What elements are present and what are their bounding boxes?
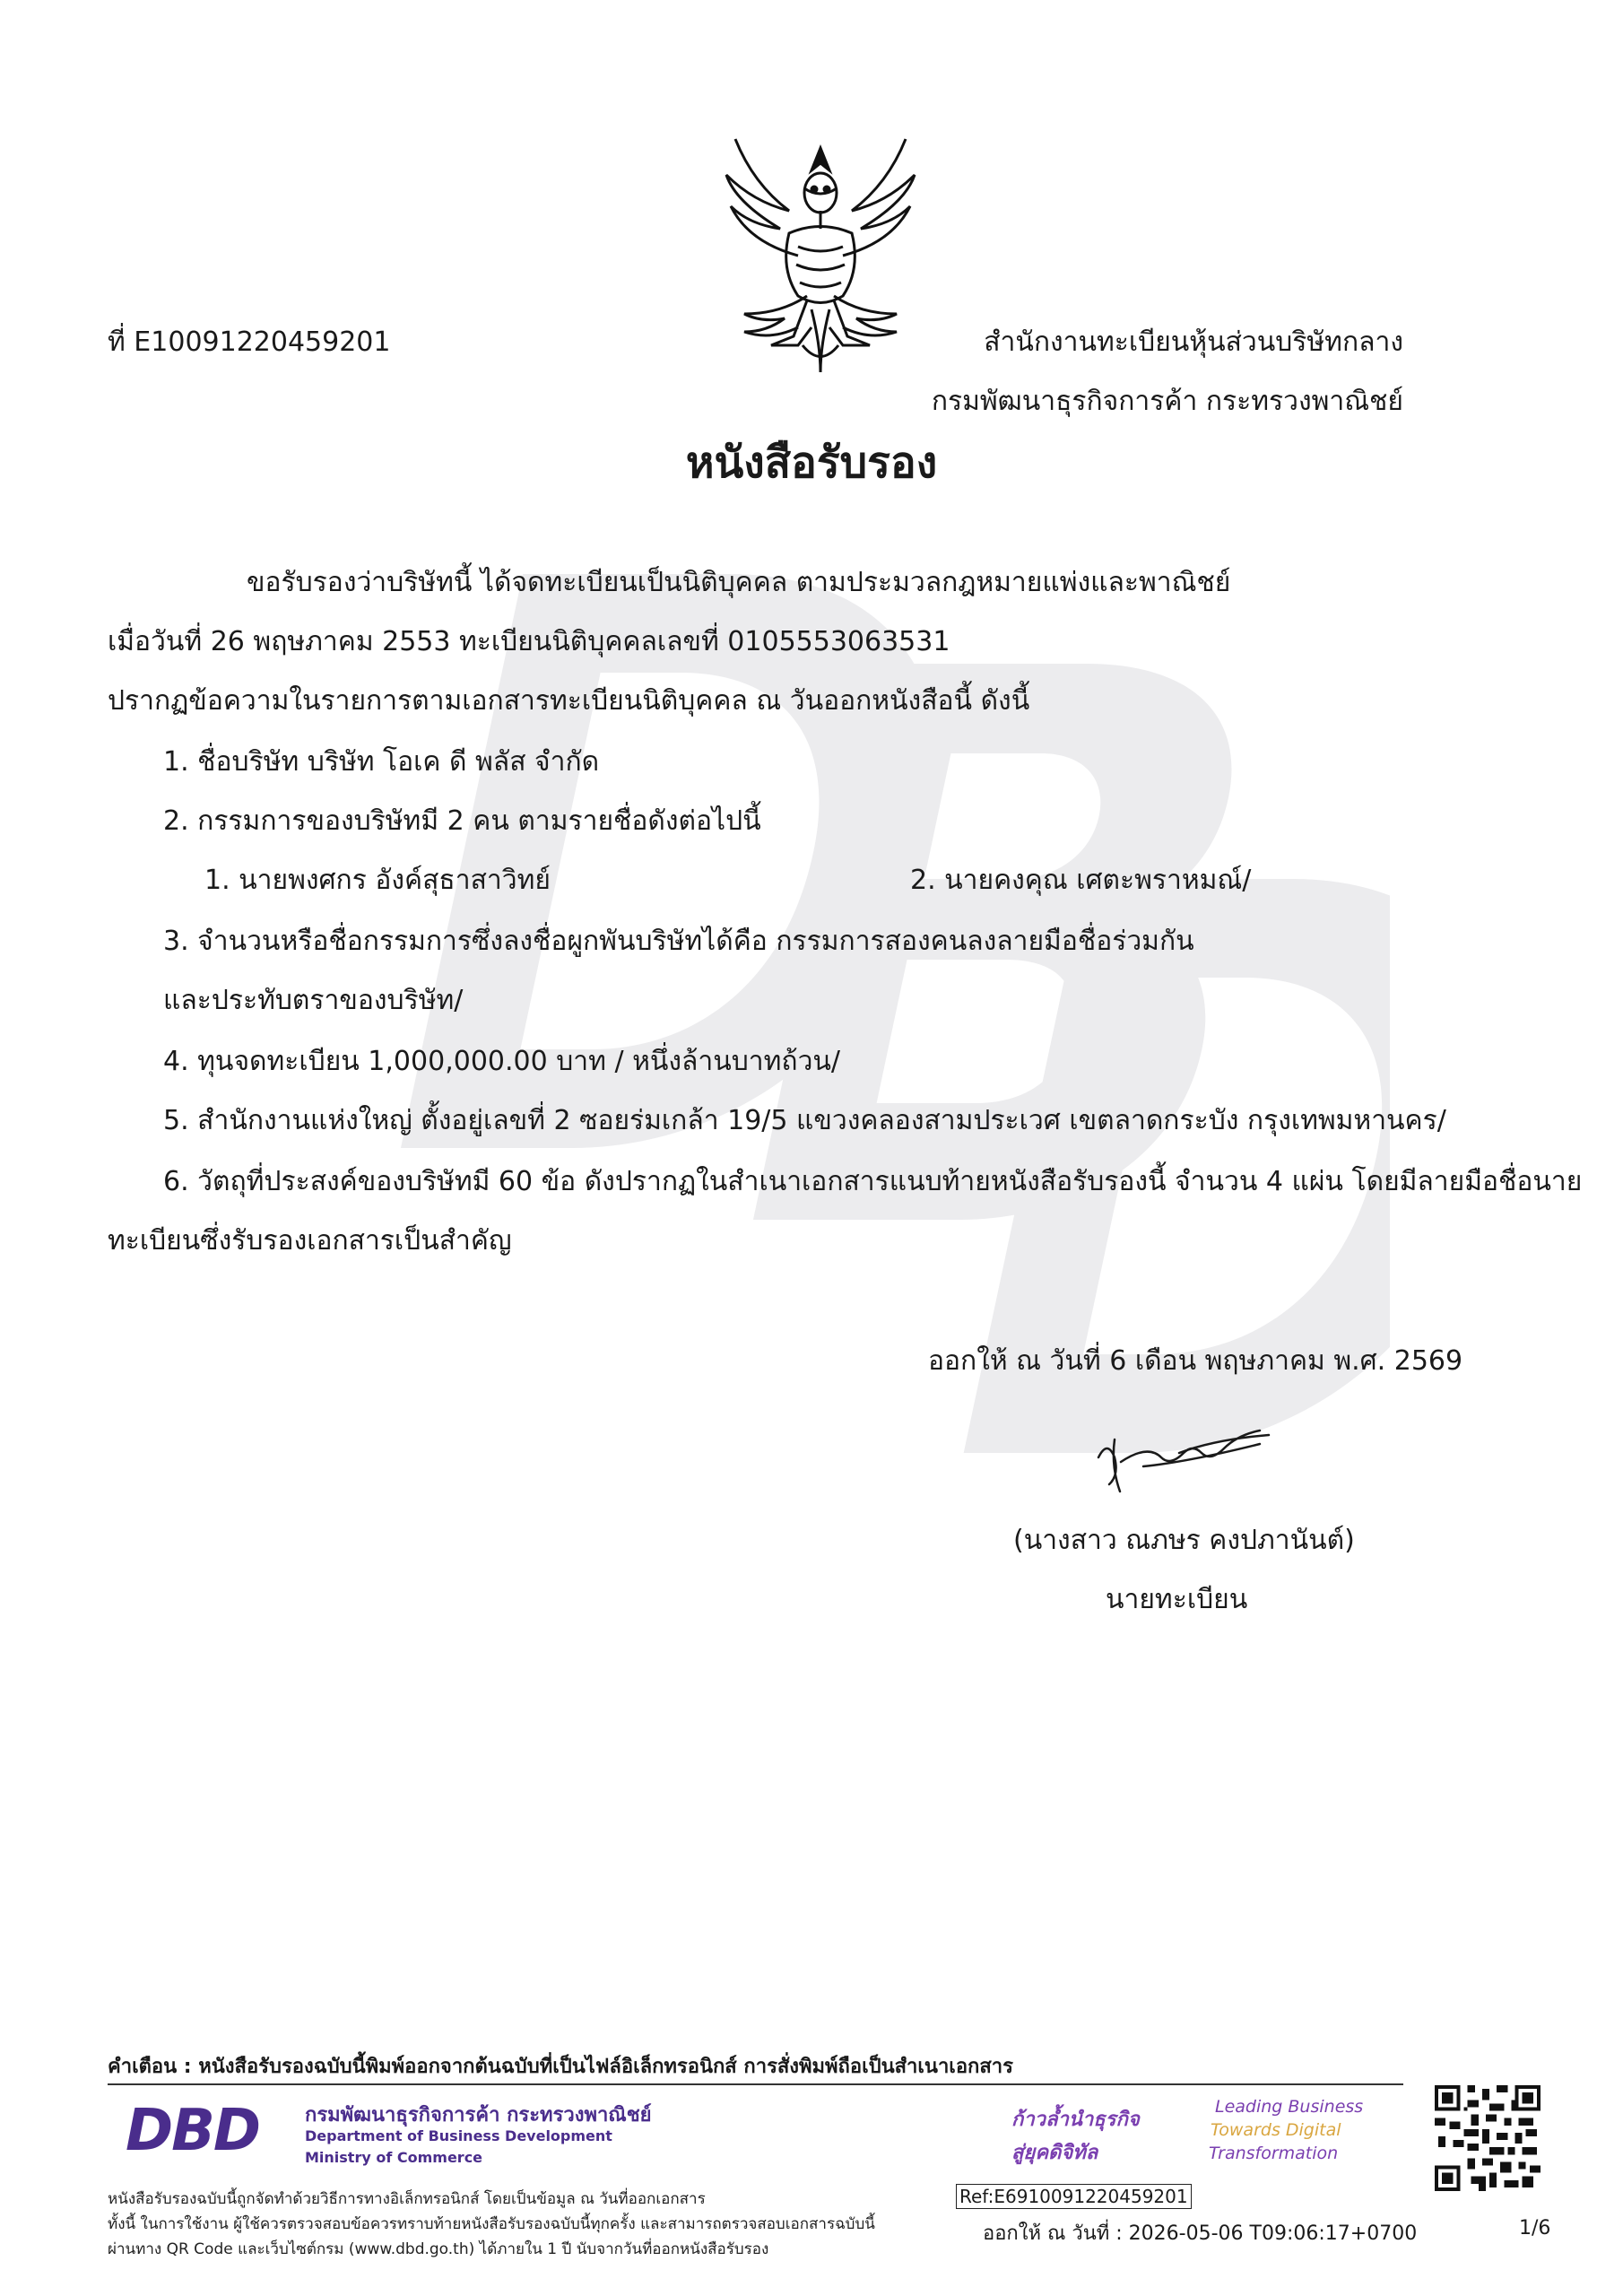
item-signing-authority-cont: และประทับตราของบริษัท/ (163, 985, 464, 1016)
director-1: 1. นายพงศกร อังค์สุธาสาวิทย์ (204, 865, 551, 896)
page-number: 1/6 (1519, 2217, 1551, 2239)
slogan-en-line3: Transformation (1209, 2144, 1339, 2163)
director-2: 2. นายคงคุณ เศตะพราหมณ์/ (910, 865, 1252, 896)
garuda-emblem (717, 130, 924, 386)
registrar-signature (1089, 1422, 1278, 1502)
item-objectives-cont: ทะเบียนซึ่งรับรองเอกสารเป็นสำคัญ (108, 1225, 512, 1257)
slogan-th-line2: สู่ยุคดิจิทัล (1011, 2142, 1098, 2164)
item-signing-authority: 3. จำนวนหรือชื่อกรรมการซึ่งลงชื่อผูกพันบริษัทได้คือ กรรมการสองคนลงลายมือชื่อร่วมกัน (163, 926, 1194, 957)
intro-line-2: เมื่อวันที่ 26 พฤษภาคม 2553 ทะเบียนนิติบุคคลเลขที่ 0105553063531 (108, 626, 950, 657)
slogan-en-line2: Towards Digital (1211, 2120, 1341, 2140)
ministry-name-en: Ministry of Commerce (305, 2149, 483, 2166)
footer-note-line3: ผ่านทาง QR Code และเว็บไซต์กรม (www.dbd.go.th) ได้ภายใน 1 ปี นับจากวันที่ออกหนังสือรับรอง (108, 2240, 769, 2258)
item-directors: 2. กรรมการของบริษัทมี 2 คน ตามรายชื่อดังต่อไปนี้ (163, 805, 761, 837)
item-registered-capital: 4. ทุนจดทะเบียน 1,000,000.00 บาท / หนึ่งล้านบาทถ้วน/ (163, 1046, 841, 1077)
intro-line-3: ปรากฏข้อความในรายการตามเอกสารทะเบียนนิติบุคคล ณ วันออกหนังสือนี้ ดังนี้ (108, 685, 1030, 717)
dbd-logo (126, 2099, 291, 2163)
warning-notice: คำเตือน : หนังสือรับรองฉบับนี้พิมพ์ออกจากต้นฉบับที่เป็นไฟล์อิเล็กทรอนิกส์ การสั่งพิมพ์ถือเป็นสำเนาเอกสาร (108, 2056, 1013, 2078)
dbd-logo-text: DBD (126, 2098, 260, 2164)
page-title: หนังสือรับรอง (685, 438, 938, 488)
office-name: สำนักงานทะเบียนหุ้นส่วนบริษัทกลาง (984, 326, 1403, 358)
item-objectives: 6. วัตถุที่ประสงค์ของบริษัทมี 60 ข้อ ดังปรากฏในสำเนาเอกสารแนบท้ายหนังสือรับรองนี้ จำนวน 4 แผ่น โดยมีลายมือชื่อนาย (163, 1166, 1583, 1197)
footer-note-line2: ทั้งนี้ ในการใช้งาน ผู้ใช้ควรตรวจสอบข้อควรทราบท้ายหนังสือรับรองฉบับนี้ทุกครั้ง และสามารถตรวจสอบเอกสารฉบับนี้ (108, 2215, 875, 2233)
slogan-th-line1: ก้าวล้ำนำธุรกิจ (1011, 2109, 1140, 2131)
item-head-office: 5. สำนักงานแห่งใหญ่ ตั้งอยู่เลขที่ 2 ซอยร่มเกล้า 19/5 แขวงคลองสามประเวศ เขตลาดกระบัง กรุงเทพมหานคร/ (163, 1105, 1446, 1136)
department-ministry: กรมพัฒนาธุรกิจการค้า กระทรวงพาณิชย์ (931, 386, 1403, 417)
reference-number: Ref:E6910091220459201 (956, 2184, 1192, 2209)
item-company-name: 1. ชื่อบริษัท บริษัท โอเค ดี พลัส จำกัด (163, 746, 600, 778)
intro-line-1: ขอรับรองว่าบริษัทนี้ ได้จดทะเบียนเป็นนิติบุคคล ตามประมวลกฎหมายแพ่งและพาณิชย์ (247, 567, 1231, 598)
document-number: ที่ E10091220459201 (108, 326, 391, 358)
dept-name-th: กรมพัฒนาธุรกิจการค้า กระทรวงพาณิชย์ (305, 2104, 652, 2126)
verification-qr-code[interactable] (1435, 2085, 1541, 2191)
issue-timestamp: ออกให้ ณ วันที่ : 2026-05-06 T09:06:17+0700 (983, 2222, 1418, 2245)
footer-note-line1: หนังสือรับรองฉบับนี้ถูกจัดทำด้วยวิธีการทางอิเล็กทรอนิกส์ โดยเป็นข้อมูล ณ วันที่ออกเอกสาร (108, 2190, 706, 2208)
registrar-name: (นางสาว ณภษร คงปภานันต์) (1013, 1525, 1355, 1556)
footer-divider (108, 2083, 1403, 2085)
registrar-position: นายทะเบียน (1106, 1584, 1248, 1615)
slogan-en-line1: Leading Business (1215, 2097, 1364, 2117)
issue-date: ออกให้ ณ วันที่ 6 เดือน พฤษภาคม พ.ศ. 2569 (928, 1345, 1463, 1377)
dept-name-en: Department of Business Development (305, 2127, 612, 2144)
